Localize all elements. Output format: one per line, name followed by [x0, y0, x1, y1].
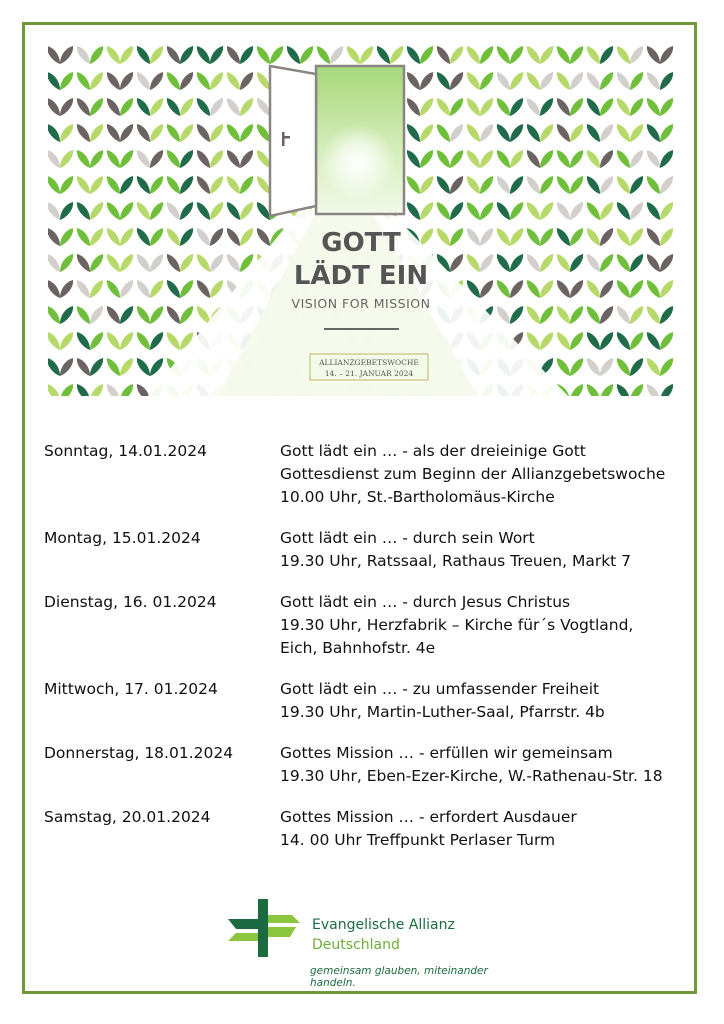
schedule-details: [280, 527, 684, 573]
schedule-day: Mittwoch, 17. 01.2024: [44, 680, 218, 698]
organization-logo: [228, 897, 518, 989]
schedule-details: [280, 742, 684, 788]
schedule-location: 19.30 Uhr, Eben-Ezer-Kirche, W.-Rathenau-Str. 18: [280, 767, 663, 785]
schedule-location: 19.30 Uhr, Herzfabrik – Kirche für´s Vogtland,: [280, 616, 634, 634]
banner-subtitle: VISION FOR MISSION: [291, 296, 431, 311]
door-glow: [320, 124, 396, 200]
schedule-location: 19.30 Uhr, Ratssaal, Rathaus Treuen, Markt 7: [280, 552, 632, 570]
event-name: ALLIANZGEBETSWOCHE: [319, 358, 419, 367]
schedule-details: [280, 591, 684, 660]
schedule-topic: Gott lädt ein … - als der dreieinige Gott: [280, 442, 586, 460]
schedule-row: [44, 678, 684, 724]
schedule-day: Dienstag, 16. 01.2024: [44, 593, 217, 611]
logo-name-line2: Deutschland: [312, 937, 400, 953]
logo-name: [312, 915, 455, 955]
logo-slogan: gemeinsam glauben, miteinander handeln.: [310, 965, 488, 989]
schedule-details: [280, 806, 684, 852]
open-door: [270, 66, 316, 216]
schedule-day: Sonntag, 14.01.2024: [44, 442, 207, 460]
schedule-address: Eich, Bahnhofstr. 4e: [280, 639, 436, 657]
banner-image: [48, 44, 674, 396]
schedule-location: 10.00 Uhr, St.-Bartholomäus-Kirche: [280, 488, 555, 506]
schedule-topic: Gott lädt ein … - durch Jesus Christus: [280, 593, 571, 611]
schedule-details: [280, 678, 684, 724]
schedule-day: Donnerstag, 18.01.2024: [44, 744, 234, 762]
schedule-row: [44, 742, 684, 788]
schedule-details: [280, 440, 684, 509]
banner-artwork: [48, 44, 674, 396]
schedule-row: [44, 527, 684, 573]
schedule-topic: Gottes Mission … - erfüllen wir gemeinsam: [280, 744, 613, 762]
cross-logo-icon: [228, 899, 300, 957]
schedule-topic: Gottes Mission … - erfordert Ausdauer: [280, 808, 577, 826]
schedule-list: [44, 440, 684, 870]
schedule-location: 19.30 Uhr, Martin-Luther-Saal, Pfarrstr. 4b: [280, 703, 605, 721]
schedule-row: [44, 591, 684, 660]
banner-divider: [324, 328, 399, 330]
schedule-topic: Gott lädt ein … - zu umfassender Freiheit: [280, 680, 600, 698]
event-dates: 14. – 21. JANUAR 2024: [324, 369, 414, 378]
schedule-topic: Gott lädt ein … - durch sein Wort: [280, 529, 535, 547]
banner-title-line1: GOTT: [321, 228, 401, 258]
schedule-location: 14. 00 Uhr Treffpunkt Perlaser Turm: [280, 831, 556, 849]
banner-title-line2: LÄDT EIN: [293, 261, 429, 291]
schedule-line: Gottesdienst zum Beginn der Allianzgebetswoche: [280, 465, 666, 483]
schedule-day: Samstag, 20.01.2024: [44, 808, 211, 826]
schedule-row: [44, 440, 684, 509]
door-handle: [282, 132, 285, 146]
logo-name-line1: Evangelische Allianz: [312, 917, 455, 933]
schedule-day: Montag, 15.01.2024: [44, 529, 201, 547]
schedule-row: [44, 806, 684, 852]
